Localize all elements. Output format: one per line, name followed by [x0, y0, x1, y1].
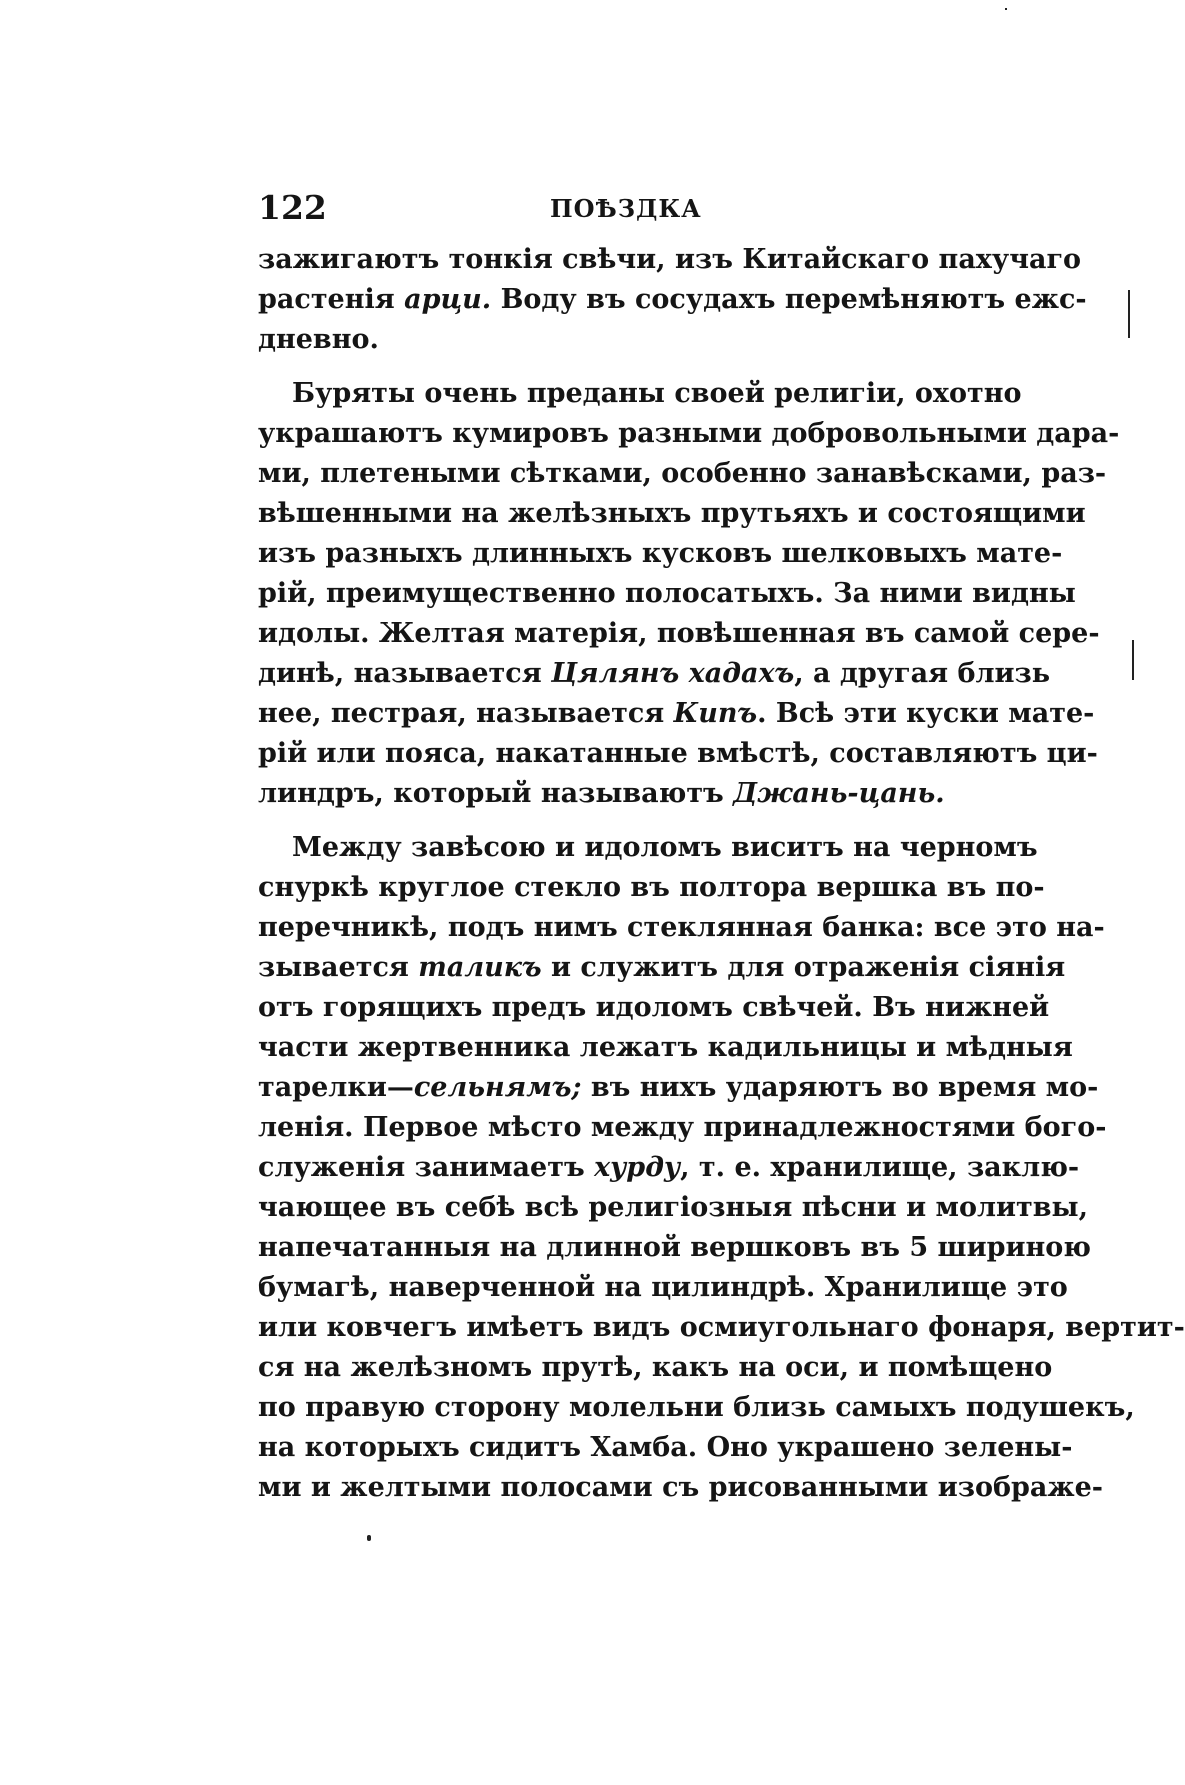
italic-term: Джань-цань. [733, 778, 945, 809]
text-run: напечатанныя на длинной вершковъ въ 5 шириною [258, 1232, 1091, 1263]
text-line [258, 280, 1087, 320]
running-head: ПОѢЗДКА [550, 194, 702, 223]
page-number: 122 [258, 188, 327, 227]
text-line [258, 1348, 1053, 1388]
text-run: рій или пояса, накатанные вмѣстѣ, составляютъ ци- [258, 738, 1098, 769]
text-run: ми, плетеными сѣтками, особенно занавѣсками, раз- [258, 458, 1107, 489]
scan-artifact [1128, 290, 1130, 338]
scan-artifact [1005, 8, 1007, 10]
text-line [258, 694, 1095, 734]
text-run: тарелки— [258, 1072, 414, 1103]
text-run: ся на желѣзномъ прутѣ, какъ на оси, и помѣщено [258, 1352, 1053, 1383]
scan-artifact [367, 1535, 371, 1541]
paragraph [258, 828, 1185, 1508]
text-run: динѣ, называется [258, 658, 552, 689]
text-run: растенія [258, 284, 405, 315]
text-run: вѣшенными на желѣзныхъ прутьяхъ и состоящими [258, 498, 1086, 529]
text-run: зывается [258, 952, 419, 983]
page-header [258, 188, 994, 228]
text-line [258, 534, 1063, 574]
text-run: идолы. Желтая матерія, повѣшенная въ самой сере- [258, 618, 1100, 649]
text-line [258, 1308, 1185, 1348]
scan-artifact [1132, 640, 1134, 680]
text-line [258, 988, 1050, 1028]
text-run: , а другая близь [794, 658, 1051, 689]
text-run: или ковчегъ имѣетъ видъ осмиугольнаго фонаря, вертит- [258, 1312, 1185, 1343]
text-run: нее, пестрая, называется [258, 698, 674, 729]
text-line [258, 1068, 1099, 1108]
text-line [258, 320, 994, 360]
text-run: ми и желтыми полосами съ рисованными изображе- [258, 1472, 1104, 1503]
text-run: ленія. Первое мѣсто между принадлежностями бого- [258, 1112, 1107, 1143]
text-run: на которыхъ сидитъ Хамба. Оно украшено зелены- [258, 1432, 1073, 1463]
text-run: изъ разныхъ длинныхъ кусковъ шелковыхъ мате- [258, 538, 1063, 569]
text-run: въ нихъ ударяютъ во время мо- [581, 1072, 1099, 1103]
text-run: Между завѣсою и идоломъ виситъ на черномъ [292, 832, 1038, 863]
italic-term: сельнямъ; [413, 1072, 582, 1103]
text-run: по правую сторону молельни близь самыхъ подушекъ, [258, 1392, 1135, 1423]
text-run: служенія занимаетъ [258, 1152, 595, 1183]
text-run: и служитъ для отраженія сіянія [541, 952, 1066, 983]
text-line [258, 1028, 1073, 1068]
text-run: Буряты очень преданы своей религіи, охотно [292, 378, 1022, 409]
text-run: чающее въ себѣ всѣ религіозныя пѣсни и молитвы, [258, 1192, 1088, 1223]
text-line [258, 1468, 1104, 1508]
text-line [258, 240, 1081, 280]
text-run: бумагѣ, наверченной на цилиндрѣ. Хранилище это [258, 1272, 1068, 1303]
text-line [258, 1228, 1091, 1268]
text-line [258, 374, 1022, 414]
text-line [258, 774, 994, 814]
text-run: дневно. [258, 324, 379, 355]
text-line [258, 654, 1051, 694]
text-line [258, 734, 1098, 774]
text-line [258, 908, 1105, 948]
text-run: украшаютъ кумировъ разными добровольными дара- [258, 418, 1120, 449]
text-line [258, 1188, 1088, 1228]
body-text [258, 240, 1185, 1508]
text-run: . Всѣ эти куски мате- [757, 698, 1095, 729]
text-line [258, 414, 1120, 454]
text-line [258, 868, 1045, 908]
text-line [258, 614, 1100, 654]
text-line [258, 454, 1107, 494]
text-line [258, 1148, 1080, 1188]
text-line [258, 494, 1086, 534]
text-line [258, 1108, 1107, 1148]
italic-term: Цялянъ хадахъ [551, 658, 795, 689]
text-line [258, 948, 1066, 988]
italic-term: хурду [594, 1152, 681, 1183]
paragraph [258, 374, 1120, 814]
italic-term: Кипъ [673, 698, 758, 729]
text-run: отъ горящихъ предъ идоломъ свѣчей. Въ нижней [258, 992, 1050, 1023]
text-line [258, 1388, 1135, 1428]
paragraph [258, 240, 1087, 360]
text-line [258, 574, 1076, 614]
text-run: линдръ, который называютъ [258, 778, 734, 809]
text-run: части жертвенника лежатъ кадильницы и мѣдныя [258, 1032, 1073, 1063]
text-line [258, 1428, 1073, 1468]
text-run: , т. е. хранилище, заклю- [680, 1152, 1080, 1183]
text-run: зажигаютъ тонкія свѣчи, изъ Китайскаго пахучаго [258, 244, 1081, 275]
italic-term: таликъ [418, 952, 542, 983]
text-run: рій, преимущественно полосатыхъ. За ними видны [258, 578, 1076, 609]
text-run: Воду въ сосудахъ перемѣняютъ ежс- [491, 284, 1087, 315]
text-line [258, 1268, 1068, 1308]
text-line [258, 828, 1038, 868]
italic-term: арци. [404, 284, 492, 315]
text-run: снуркѣ круглое стекло въ полтора вершка въ по- [258, 872, 1045, 903]
text-run: перечникѣ, подъ нимъ стеклянная банка: все это на- [258, 912, 1105, 943]
